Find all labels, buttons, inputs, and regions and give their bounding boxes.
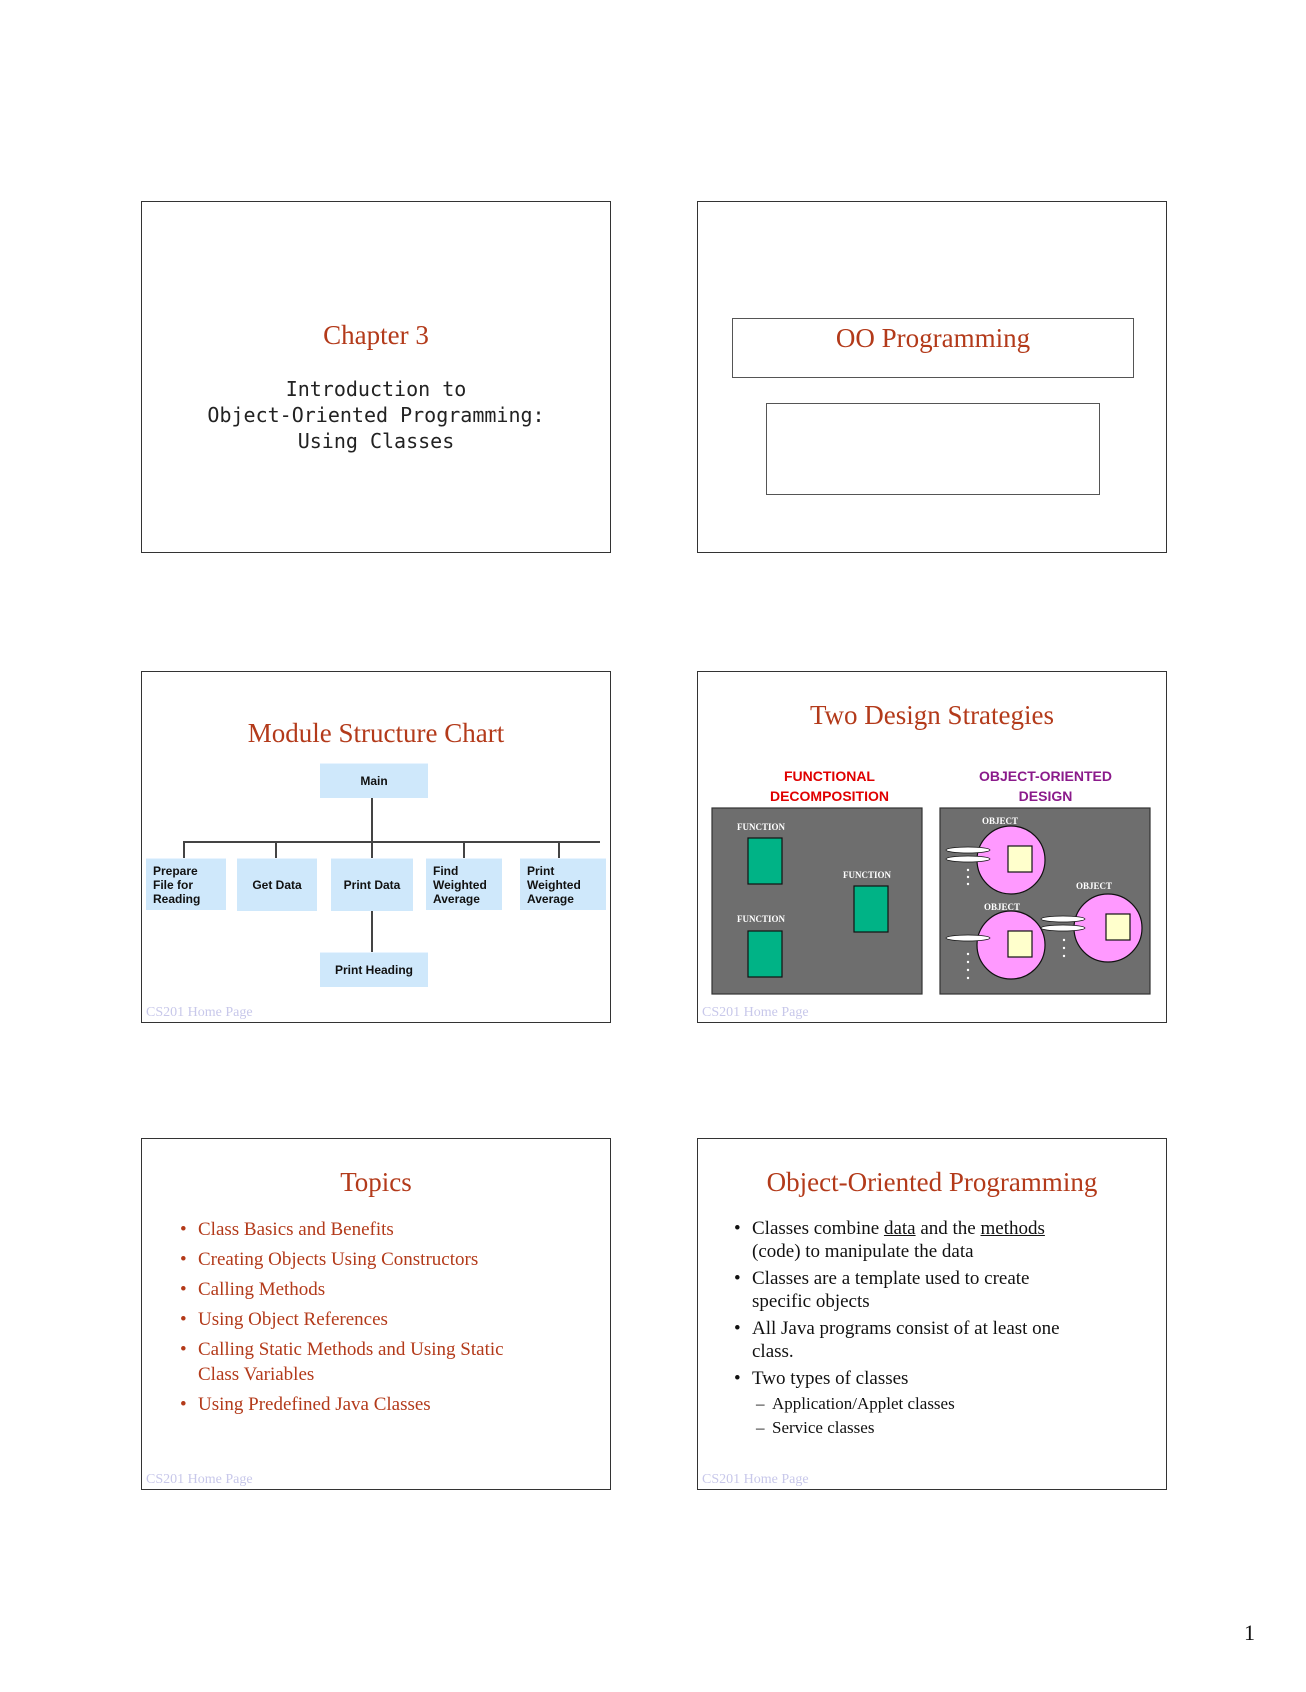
connector-horizontal [183,841,600,843]
list-item: • Using Object References [180,1307,600,1332]
list-item: • Calling Static Methods and Using Static Class Variables [180,1337,538,1387]
message-arrow [1041,916,1085,922]
sub-list [756,1392,1154,1440]
message-arrow [1041,925,1085,931]
slide-oo-programming [697,201,1167,553]
heading-line: OBJECT-ORIENTED [978,768,1112,784]
page-number: 1 [1244,1620,1255,1645]
text-segment: (code) to manipulate the data [752,1241,974,1262]
subtitle-line: Using Classes [297,429,455,453]
object-label: OBJECT [982,816,1019,826]
module-print-heading: Print Heading [320,952,428,987]
module-main: Main [320,763,428,798]
heading-line: DESIGN [1018,788,1073,804]
function-label: FUNCTION [843,870,892,880]
list-item [734,1217,1092,1263]
underlined-term: methods [980,1218,1045,1239]
slide-footer-link[interactable]: CS201 Home Page [702,1472,809,1487]
message-arrow [946,847,990,853]
list-item: • Creating Objects Using Constructors [180,1247,600,1272]
slide-object-oriented-programming [697,1138,1167,1490]
slide-title: OO Programming [835,323,1031,353]
slide-two-design-strategies [697,671,1167,1023]
function-box [854,886,888,932]
slide-title: Chapter 3 [323,320,429,350]
list-item: • Calling Methods [180,1277,600,1302]
message-arrow [946,935,990,941]
object-square [1008,931,1032,957]
underlined-term: data [883,1218,916,1239]
oop-bullet-list [734,1217,1154,1444]
slide-module-structure-chart [141,671,611,1023]
heading-line: FUNCTIONAL [784,768,875,784]
slide-title: Two Design Strategies [809,700,1055,730]
design-strategies-diagram [698,672,1167,1023]
text-segment: Classes combine [752,1218,884,1239]
list-item: • All Java programs consist of at least one class. [734,1317,1092,1363]
sub-list-item: – Service classes [756,1416,1154,1440]
object-square [1106,914,1130,940]
subtitle-line: Introduction to [285,377,467,401]
slide-footer-link[interactable]: CS201 Home Page [146,1472,253,1487]
object-square [1008,846,1032,872]
module-print-weighted-average: Print Weighted Average [520,858,606,910]
module-print-data: Print Data [331,858,413,911]
topics-list [180,1217,600,1422]
list-item: • Classes are a template used to create specific objects [734,1267,1072,1313]
connector-print-heading [371,909,373,954]
sub-list-item: – Application/Applet classes [756,1392,1154,1416]
function-label: FUNCTION [737,822,786,832]
function-box [748,931,782,977]
empty-content-box [766,403,1100,495]
function-box [748,838,782,884]
slide-title: Object-Oriented Programming [766,1167,1098,1197]
slide-topics [141,1138,611,1490]
list-item: • Class Basics and Benefits [180,1217,600,1242]
module-get-data: Get Data [237,858,317,911]
heading-line: DECOMPOSITION [769,788,889,804]
slide-footer-link[interactable]: CS201 Home Page [702,1005,809,1020]
slide-chapter-3 [141,201,611,553]
list-item [734,1367,1154,1440]
text-segment: Two types of classes [752,1368,909,1389]
message-arrow [946,856,990,862]
list-item: • Using Predefined Java Classes [180,1392,600,1417]
object-label: OBJECT [1076,881,1113,891]
slide-title: Topics [340,1167,412,1197]
subtitle-line: Object-Oriented Programming: [207,403,545,427]
module-find-weighted-average: Find Weighted Average [426,858,502,910]
object-label: OBJECT [984,902,1021,912]
function-label: FUNCTION [737,914,786,924]
text-segment: and the [915,1218,981,1239]
functional-panel [712,808,922,994]
slide-subtitle [142,376,610,454]
module-prepare-file: Prepare File for Reading [146,858,226,910]
slide-title: Module Structure Chart [247,718,505,748]
slide-footer-link[interactable]: CS201 Home Page [146,1005,253,1020]
